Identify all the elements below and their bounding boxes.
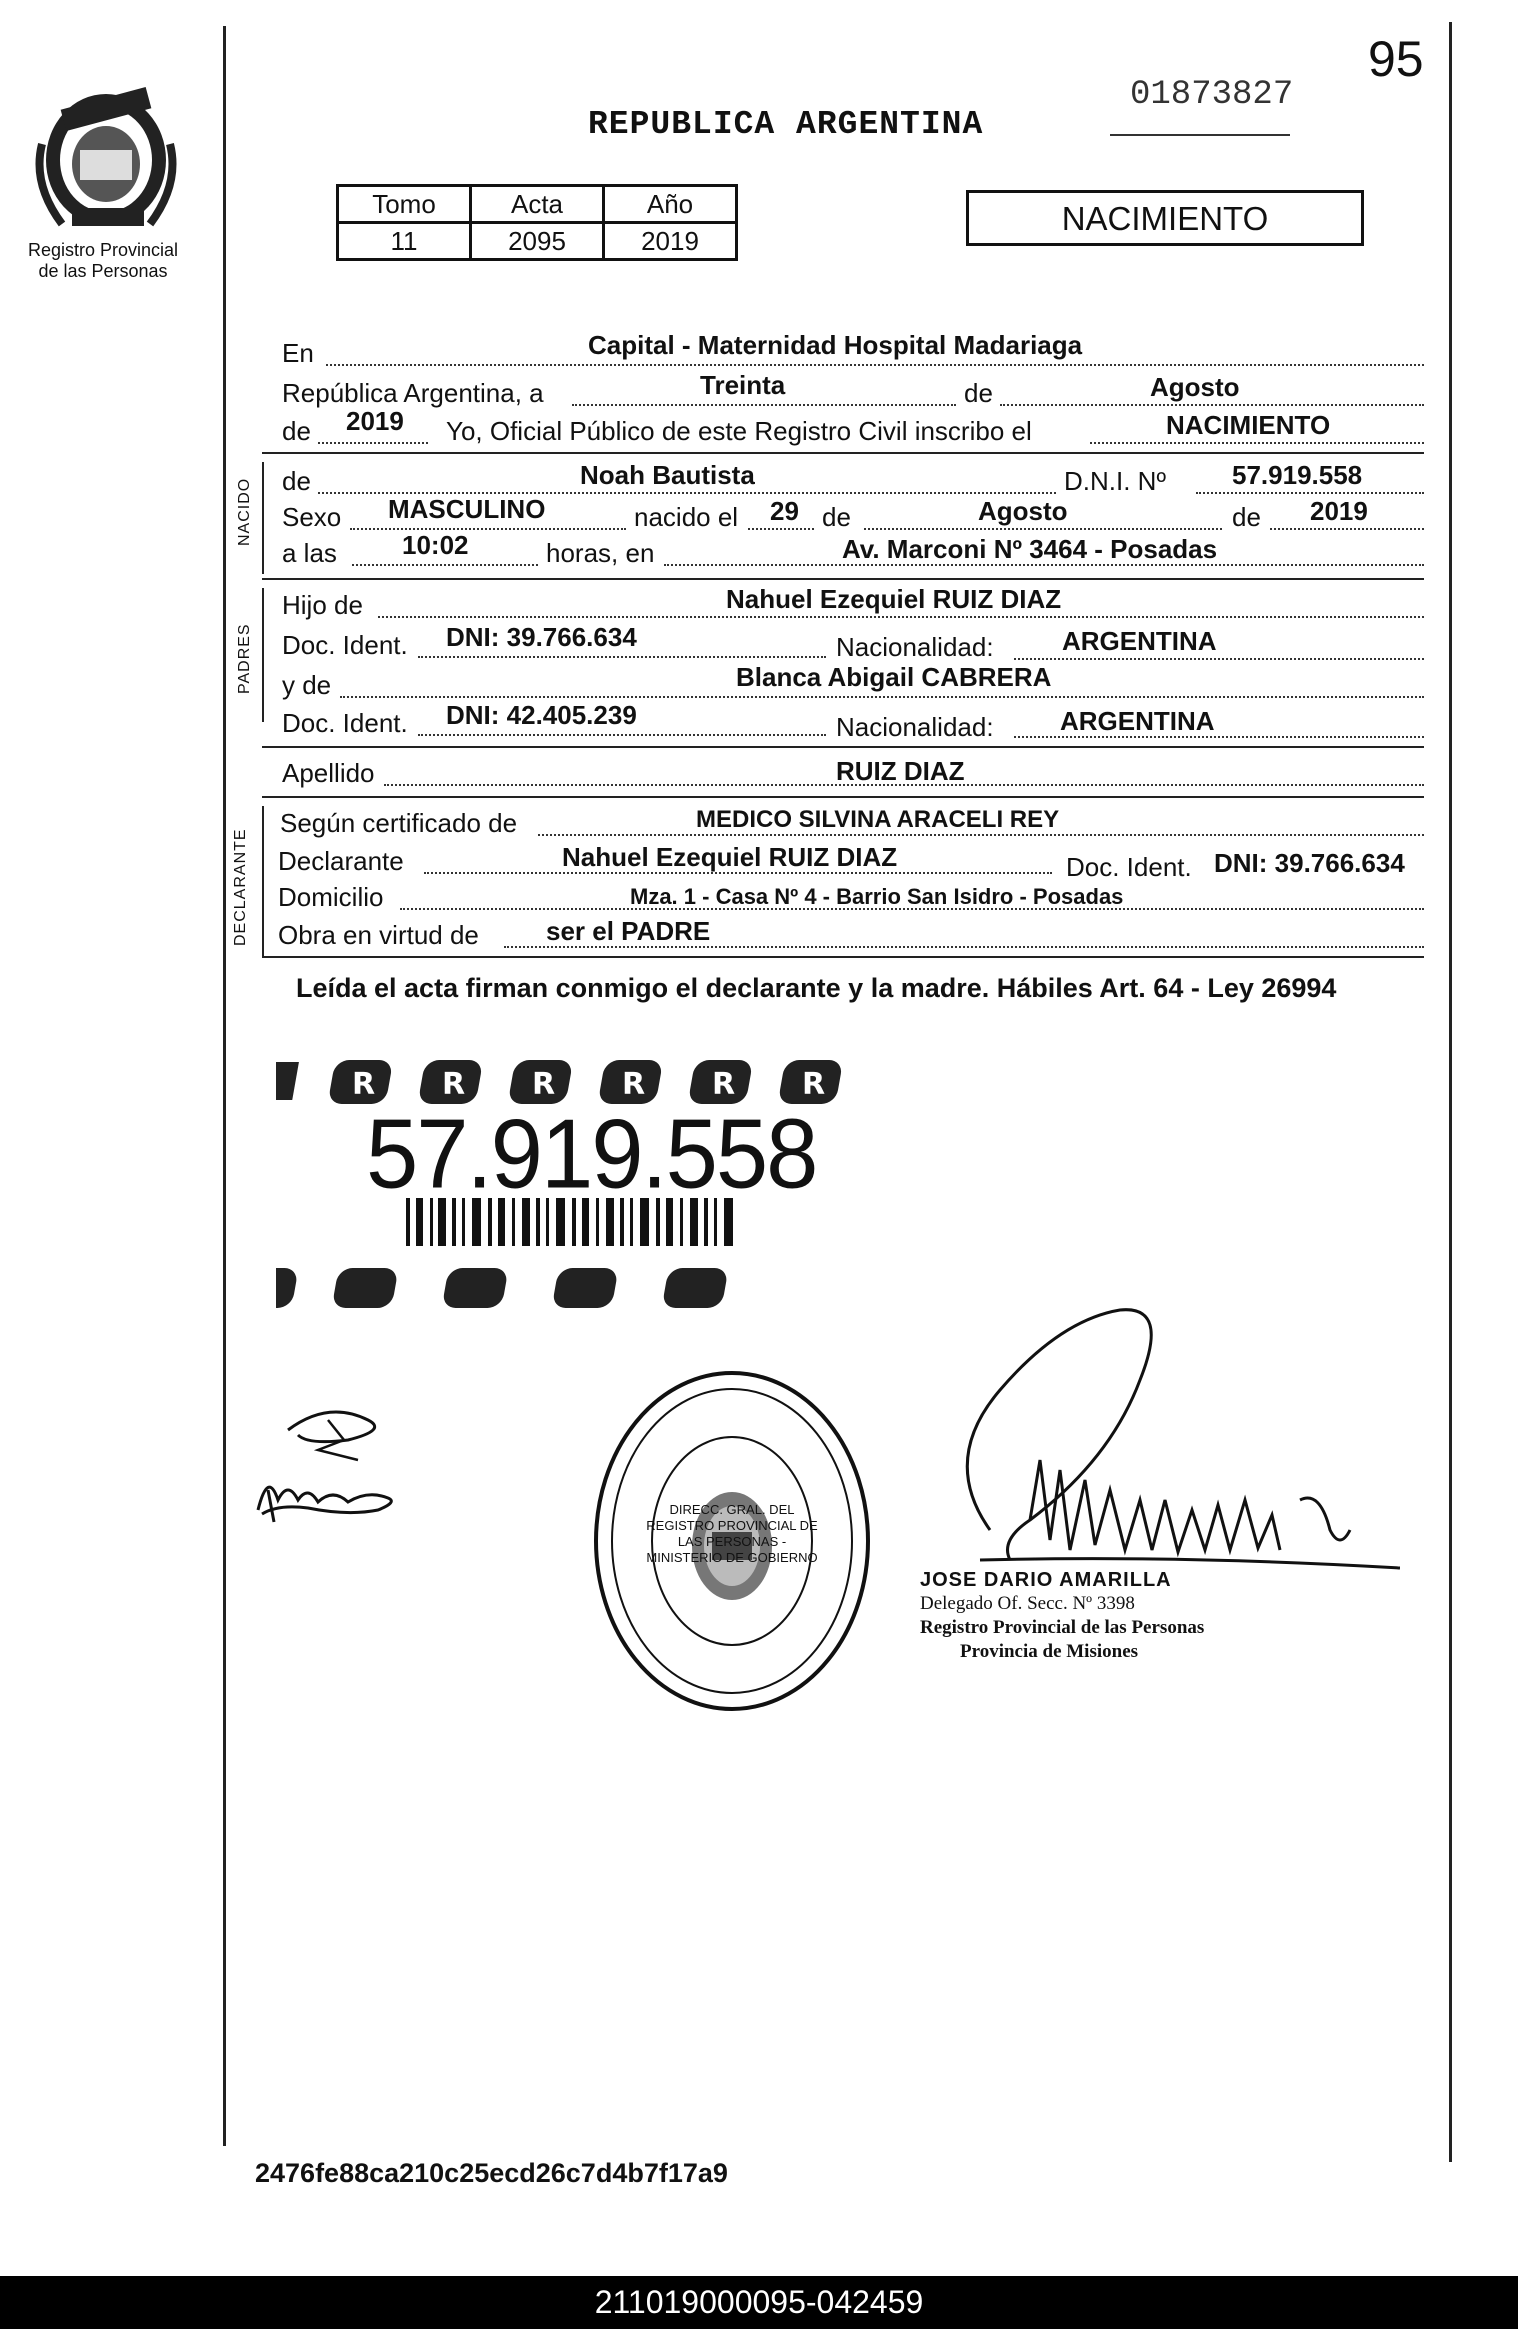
father-dots — [378, 616, 1424, 618]
mother-doc-label: Doc. Ident. — [282, 708, 408, 738]
cert-dots — [538, 834, 1424, 836]
official-text: Yo, Oficial Público de este Registro Civil inscribo el — [446, 416, 1032, 446]
nacido-de-label-2: de — [822, 502, 851, 532]
official-seal-text: DIRECC. GRAL. DEL REGISTRO PROVINCIAL DE LAS PERSONAS - MINISTERIO DE GOBIERNO — [646, 1502, 818, 1565]
place-value: Capital - Maternidad Hospital Madariaga — [588, 330, 1083, 360]
father-doc-label: Doc. Ident. — [282, 630, 408, 660]
father-doc-dots — [418, 656, 826, 658]
left-border-line — [223, 26, 226, 2146]
y-de-label: y de — [282, 670, 332, 700]
intro-rule — [262, 452, 1424, 454]
hijo-de-label: Hijo de — [282, 590, 363, 620]
official-office: Registro Provincial de las Personas — [920, 1617, 1205, 1638]
nacido-de-label-3: de — [1232, 502, 1261, 532]
cert-value: MEDICO SILVINA ARACELI REY — [696, 806, 1060, 833]
birth-day: 29 — [770, 496, 799, 526]
apellido-rule — [262, 796, 1424, 798]
header-tomo: Tomo — [338, 186, 471, 223]
nacido-el-label: nacido el — [634, 502, 739, 532]
sexo-value: MASCULINO — [388, 494, 546, 524]
birth-day-dots — [748, 528, 814, 530]
country-title: REPUBLICA ARGENTINA — [588, 106, 984, 143]
de-label-1: de — [964, 378, 993, 408]
logo-caption-line1: Registro Provincial — [27, 240, 179, 260]
value-tomo: 11 — [338, 223, 471, 260]
padres-bracket — [262, 588, 264, 722]
child-name: Noah Bautista — [580, 460, 755, 490]
de-label-2: de — [282, 416, 311, 446]
father-nationality: ARGENTINA — [1062, 626, 1217, 656]
nacido-section-label: NACIDO — [236, 477, 253, 546]
apellido-value: RUIZ DIAZ — [836, 756, 965, 786]
child-dni: 57.919.558 — [1232, 460, 1363, 490]
place-dots — [326, 364, 1424, 366]
svg-text:R: R — [712, 1067, 736, 1102]
declarante-bracket — [262, 806, 264, 956]
nacido-de-label: de — [282, 466, 311, 496]
day-value: Treinta — [700, 370, 786, 400]
nacido-bracket — [262, 462, 264, 574]
header-anio: Año — [604, 186, 737, 223]
svg-text:R: R — [352, 1067, 376, 1102]
birth-month: Agosto — [978, 496, 1068, 526]
event-value: NACIMIENTO — [1166, 410, 1331, 440]
mother-dots — [340, 696, 1424, 698]
mother-doc: DNI: 42.405.239 — [446, 700, 637, 730]
domicilio-value: Mza. 1 - Casa Nº 4 - Barrio San Isidro - Posadas — [630, 884, 1124, 909]
value-acta: 2095 — [471, 223, 604, 260]
nacido-rule — [262, 578, 1424, 580]
svg-text:R: R — [442, 1067, 466, 1102]
dni-sticker — [276, 1056, 870, 1312]
year-value: 2019 — [346, 406, 404, 436]
page-number: 95 — [1368, 31, 1424, 87]
obra-label: Obra en virtud de — [278, 920, 479, 950]
register-table — [336, 184, 738, 261]
svg-text:R: R — [802, 1067, 826, 1102]
horas-label: horas, en — [546, 538, 655, 568]
document-hash: 2476fe88ca210c25ecd26c7d4b7f17a9 — [255, 2158, 728, 2188]
sexo-label: Sexo — [282, 502, 342, 532]
value-anio: 2019 — [604, 223, 737, 260]
svg-text:R: R — [622, 1067, 646, 1102]
header-acta: Acta — [471, 186, 604, 223]
day-dots — [572, 404, 956, 406]
logo-caption-line2: de las Personas — [38, 261, 168, 281]
apellido-label: Apellido — [282, 758, 375, 788]
padres-section-label: PADRES — [236, 623, 253, 694]
official-signature-block — [920, 1568, 1204, 1664]
en-label: En — [282, 338, 314, 368]
official-title: Delegado Of. Secc. Nº 3398 — [920, 1593, 1135, 1614]
birth-year: 2019 — [1310, 496, 1368, 526]
act-type-box: NACIMIENTO — [966, 190, 1364, 246]
a-las-label: a las — [282, 538, 337, 568]
father-name: Nahuel Ezequiel RUIZ DIAZ — [726, 584, 1062, 614]
birth-time: 10:02 — [402, 530, 469, 560]
padres-rule — [262, 746, 1424, 748]
event-dots — [1090, 442, 1424, 444]
svg-text:R: R — [532, 1067, 556, 1102]
declarante-section-label: DECLARANTE — [232, 828, 249, 946]
declarante-doc-label: Doc. Ident. — [1066, 852, 1192, 882]
declarante-doc: DNI: 39.766.634 — [1214, 848, 1405, 878]
closing-note: Leída el acta firman conmigo el declarante y la madre. Hábiles Art. 64 - Ley 26994 — [296, 973, 1337, 1003]
province-seal-icon — [32, 84, 180, 236]
father-nationality-label: Nacionalidad: — [836, 632, 994, 662]
cert-label: Según certificado de — [280, 808, 518, 838]
declarante-rule — [262, 956, 1424, 958]
declarante-label: Declarante — [278, 846, 404, 876]
obra-value: ser el PADRE — [546, 916, 711, 946]
father-doc: DNI: 39.766.634 — [446, 622, 637, 652]
time-dots — [352, 564, 538, 566]
register-header-row — [338, 186, 737, 223]
sticker-dni-number: 57.919.558 — [366, 1098, 817, 1209]
official-name: JOSE DARIO AMARILLA — [920, 1569, 1172, 1591]
register-value-row — [338, 223, 737, 260]
month-dots — [1000, 404, 1424, 406]
birth-year-dots — [1270, 528, 1424, 530]
dni-label: D.N.I. Nº — [1064, 466, 1166, 496]
official-seal-icon — [588, 1366, 876, 1716]
dni-dots — [1196, 492, 1424, 494]
mother-nationality: ARGENTINA — [1060, 706, 1215, 736]
mother-name: Blanca Abigail CABRERA — [736, 662, 1052, 692]
birth-month-dots — [864, 528, 1222, 530]
father-nat-dots — [1014, 658, 1424, 660]
right-border-line — [1449, 22, 1452, 2162]
official-province: Provincia de Misiones — [960, 1641, 1139, 1662]
republica-label: República Argentina, a — [282, 378, 544, 408]
declarante-name: Nahuel Ezequiel RUIZ DIAZ — [562, 842, 898, 872]
year-dots — [318, 442, 428, 444]
mother-nationality-label: Nacionalidad: — [836, 712, 994, 742]
logo-caption — [8, 240, 198, 282]
serial-number: 01873827 — [1130, 76, 1294, 114]
domicilio-label: Domicilio — [278, 882, 384, 912]
mother-doc-dots — [418, 734, 826, 736]
footer-code: 211019000095-042459 — [594, 2284, 924, 2320]
month-value: Agosto — [1150, 372, 1240, 402]
serial-underline — [1110, 134, 1290, 136]
declarant-signature-icon — [248, 1390, 418, 1530]
sexo-dots — [350, 528, 626, 530]
birth-place: Av. Marconi Nº 3464 - Posadas — [842, 534, 1218, 564]
